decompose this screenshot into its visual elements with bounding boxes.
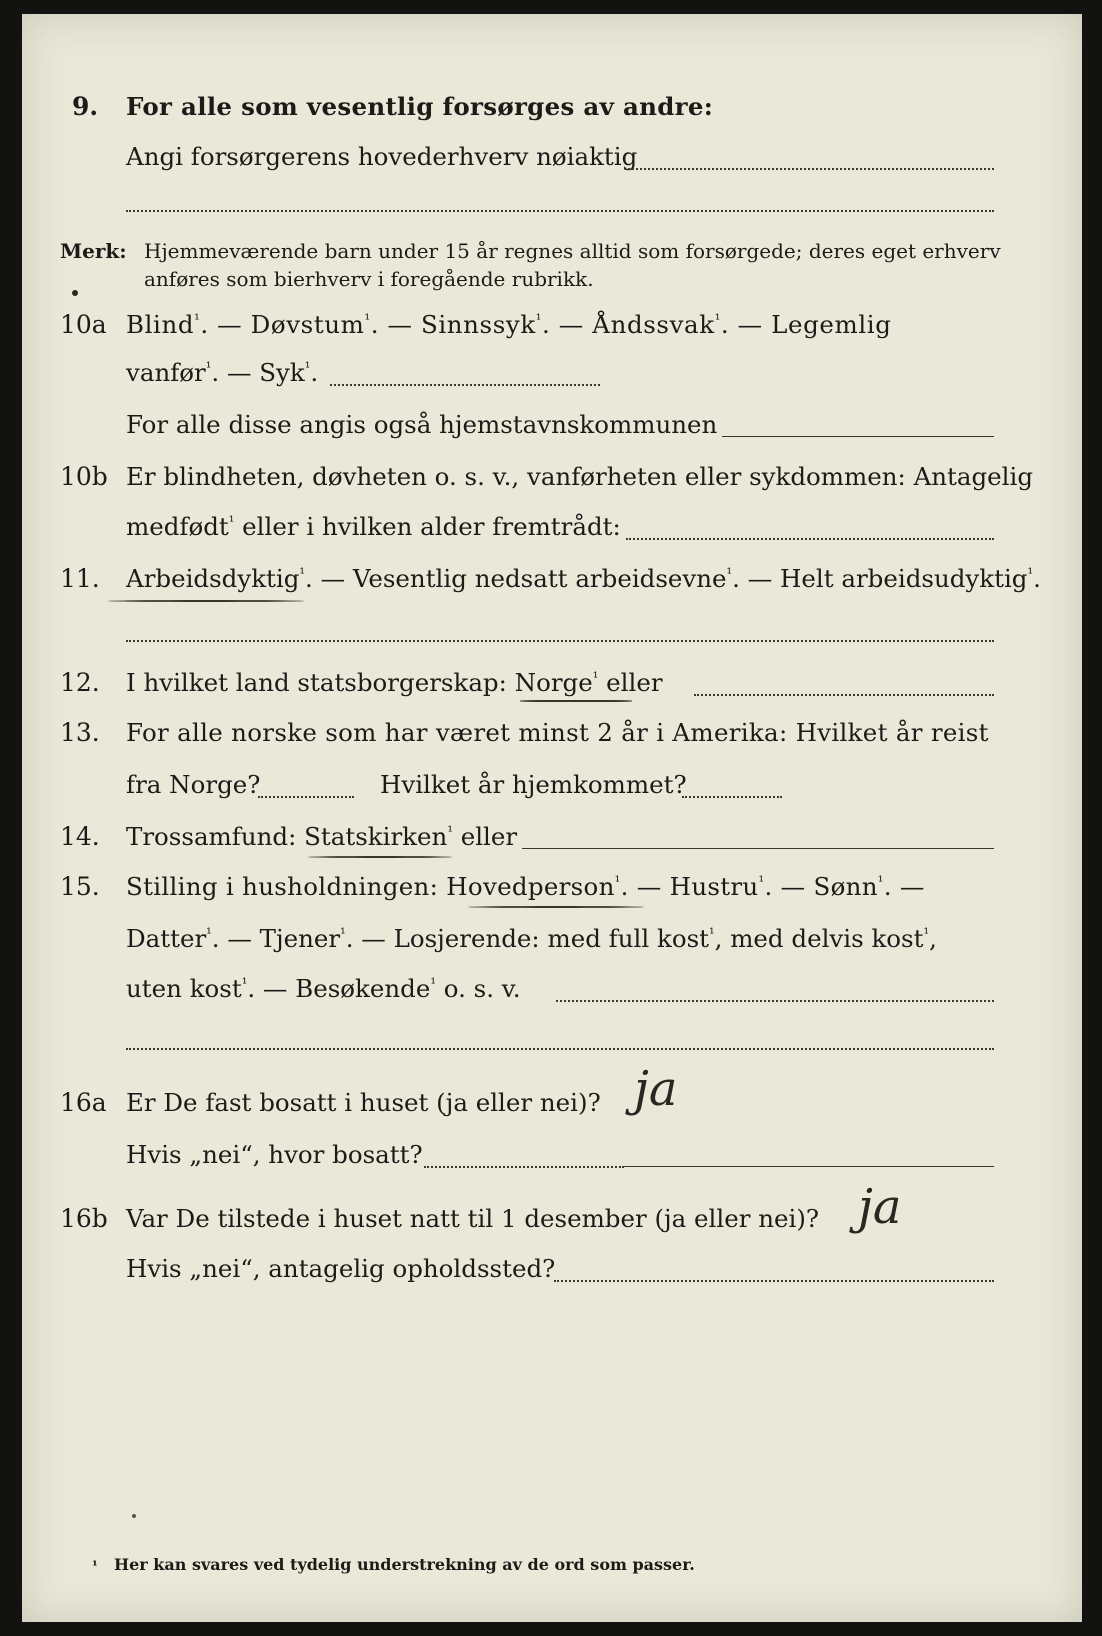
- q16a-bosatt-line-b: [624, 1166, 994, 1167]
- q16a-bosatt-line-a: [424, 1166, 624, 1168]
- q16b-number: 16b: [60, 1204, 108, 1233]
- q10b-line2: medfødt$^{^1}$ eller i hvilken alder fremtrådt:: [126, 512, 621, 541]
- q15-handwritten-underline: [468, 906, 644, 908]
- census-form-page: [22, 14, 1082, 1622]
- q16a-line2: Hvis „nei“, hvor bosatt?: [126, 1140, 423, 1169]
- q9-answer-line: [628, 168, 994, 170]
- q9-question: Angi forsørgerens hovederhverv nøiaktig: [126, 142, 638, 171]
- q10b-answer-line: [626, 538, 994, 540]
- q16a-line1: Er De fast bosatt i huset (ja eller nei)?: [126, 1088, 601, 1117]
- q10a-hjemstavn-line: [722, 436, 994, 437]
- q14-answer-line: [522, 848, 994, 849]
- q14-number: 14.: [60, 822, 100, 851]
- q9-number: 9.: [72, 92, 99, 121]
- q14-line1: Trossamfund: Statskirken$^{^1}$ eller: [126, 822, 518, 851]
- q11-handwritten-underline: [108, 600, 304, 602]
- q13-line2b: Hvilket år hjemkommet?: [380, 770, 687, 799]
- q16a-handwritten-answer: ja: [634, 1061, 678, 1117]
- q9-heading: For alle som vesentlig forsørges av andre:: [126, 92, 714, 121]
- q16b-opholdssted-line: [554, 1280, 994, 1282]
- q11-line1: Arbeidsdyktig$^{^1}$. — Vesentlig nedsatt arbeidsevne$^{^1}$. — Helt arbeidsudyktig$^{^1}$.: [126, 564, 1041, 593]
- q14-handwritten-underline: [308, 856, 452, 858]
- q13-line1: For alle norske som har været minst 2 år i Amerika: Hvilket år reist: [126, 718, 989, 747]
- q16b-handwritten-answer: ja: [858, 1179, 902, 1235]
- q12-answer-line: [694, 694, 994, 696]
- q16a-number: 16a: [60, 1088, 107, 1117]
- footnote-text: Her kan svares ved tydelig understrekning av de ord som passer.: [114, 1555, 695, 1574]
- q12-number: 12.: [60, 668, 100, 697]
- q16b-line2: Hvis „nei“, antagelig opholdssted?: [126, 1254, 556, 1283]
- ink-speck-2: [132, 1514, 136, 1518]
- merk-note-line1: Hjemmeværende barn under 15 år regnes alltid som forsørgede; deres eget erhverv: [144, 239, 1001, 263]
- q15-number: 15.: [60, 872, 100, 901]
- q13-number: 13.: [60, 718, 100, 747]
- q12-line1: I hvilket land statsborgerskap: Norge$^{^1}$ eller: [126, 668, 663, 697]
- q15-answer-line: [556, 1000, 994, 1002]
- q15-line2: Datter$^{^1}$. — Tjener$^{^1}$. — Losjerende: med full kost$^{^1}$, med delvis kost$^{^1}$,: [126, 924, 937, 953]
- q15-line3: uten kost$^{^1}$. — Besøkende$^{^1}$ o. s. v.: [126, 974, 521, 1003]
- q10b-line1: Er blindheten, døvheten o. s. v., vanførheten eller sykdommen: Antagelig: [126, 462, 1034, 491]
- q11-number: 11.: [60, 564, 100, 593]
- q10a-number: 10a: [60, 310, 107, 339]
- q10a-line2: vanfør$^{^1}$. — Syk$^{^1}$.: [126, 358, 319, 387]
- footnote-mark: ¹: [92, 1559, 98, 1574]
- q15-answer-line-2: [126, 1048, 994, 1050]
- q10a-line3: For alle disse angis også hjemstavnskommunen: [126, 410, 718, 439]
- merk-note-line2: anføres som bierhverv i foregående rubrikk.: [144, 267, 594, 291]
- q13-hjemkommet-line: [682, 796, 782, 798]
- q10a-syk-line: [330, 384, 600, 386]
- q16b-line1: Var De tilstede i huset natt til 1 desember (ja eller nei)?: [126, 1204, 820, 1233]
- q12-handwritten-underline: [520, 700, 632, 702]
- merk-label: Merk:: [60, 239, 127, 263]
- q10a-line1: Blind$^{^1}$. — Døvstum$^{^1}$. — Sinnssyk$^{^1}$. — Åndssvak$^{^1}$. — Legemlig: [126, 310, 892, 339]
- q11-answer-line: [126, 640, 994, 642]
- q13-line2a: fra Norge?: [126, 770, 261, 799]
- q13-reist-line: [258, 796, 354, 798]
- ink-speck: [72, 290, 78, 296]
- q15-line1: Stilling i husholdningen: Hovedperson$^{^1}$. — Hustru$^{^1}$. — Sønn$^{^1}$. —: [126, 872, 925, 901]
- q10b-number: 10b: [60, 462, 108, 491]
- q9-answer-line-2: [126, 210, 994, 212]
